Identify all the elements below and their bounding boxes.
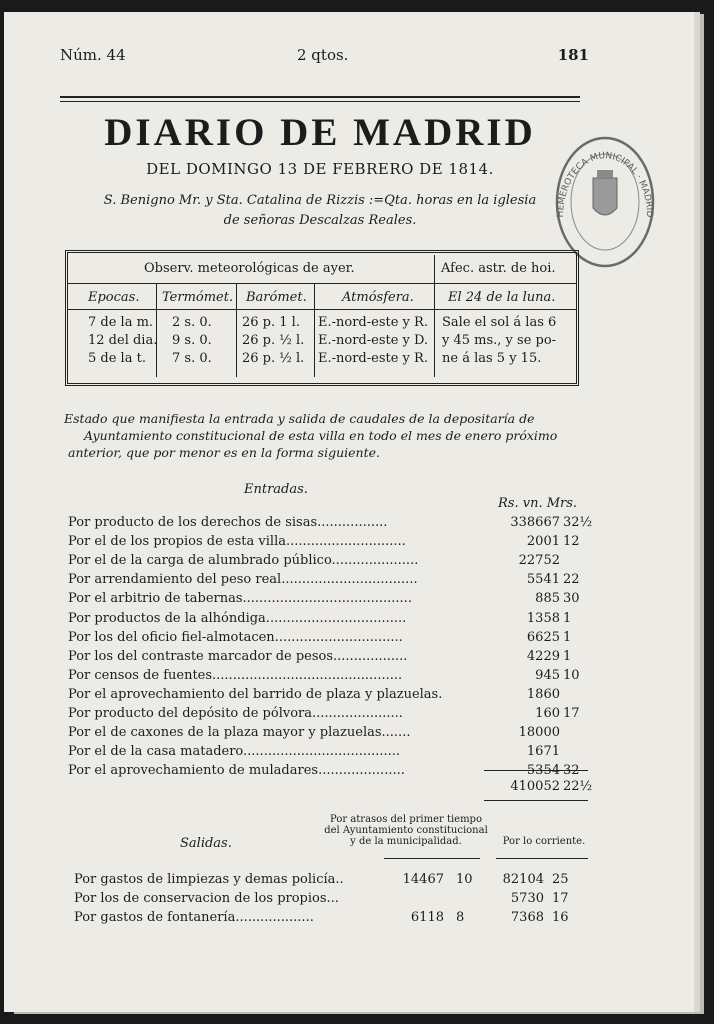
total-rule: [484, 770, 588, 771]
row-label: Por arrendamiento del peso real.................................: [68, 572, 418, 588]
row-atrasos-mrs: 8: [456, 910, 465, 925]
table-row: [68, 668, 588, 687]
row-corriente-mrs: 25: [552, 872, 569, 887]
col-luna: El 24 de la luna.: [448, 290, 556, 305]
row-label: Por censos de fuentes..............................................: [68, 667, 403, 683]
row-corriente-rs: 82104: [502, 872, 544, 887]
row-mrs: 32: [563, 763, 580, 779]
row-label: Por el aprovechamiento del barrido de plaza y plazuelas.: [68, 686, 443, 702]
col-atmosfera: Atmósfera.: [342, 290, 414, 305]
epoca-1: 7 de la m.: [88, 315, 154, 330]
table-row: [68, 611, 588, 630]
row-rs: 18000: [518, 725, 560, 741]
luna-line-2: y 45 ms., y se po-: [442, 333, 557, 348]
entradas-heading: Entradas.: [244, 482, 308, 497]
row-atrasos-rs: 14467: [402, 872, 444, 887]
row-mrs: 30: [563, 591, 580, 607]
atm-3: E.-nord-este y R.: [318, 351, 428, 366]
table-row: [68, 534, 588, 553]
epoca-2: 12 del dia.: [88, 333, 158, 348]
col-corriente: Por lo corriente.: [502, 836, 586, 847]
row-label: Por gastos de fontanería...................: [74, 910, 314, 925]
table-row: [68, 649, 588, 668]
row-mrs: 32½: [563, 515, 593, 530]
row-rs: 4229: [526, 648, 560, 664]
row-label: Por el arbitrio de tabernas.........................................: [68, 591, 412, 607]
row-label: Por los del oficio fiel-almotacen...............................: [68, 629, 403, 645]
row-mrs: 1: [563, 648, 572, 664]
row-mrs: 1: [563, 629, 572, 645]
row-atrasos-rs: 6118: [410, 910, 444, 925]
table-row: [68, 706, 588, 725]
row-rs: 885: [535, 591, 560, 607]
table-row: [68, 687, 588, 706]
row-label: Por gastos de limpiezas y demas policía..: [74, 872, 344, 887]
table-row: [68, 515, 593, 534]
col-atrasos: Por atrasos del primer tiempo del Ayuntamiento constitucional y de la municipalidad.: [324, 814, 488, 847]
row-label: Por los de conservacion de los propios...: [74, 891, 339, 906]
row-rs: 945: [535, 667, 560, 683]
table-row: [68, 744, 588, 763]
saints-line-1: S. Benigno Mr. y Sta. Catalina de Rizzis :=Qta. horas en la iglesia: [103, 193, 537, 208]
table-row: [68, 725, 588, 744]
col-termomet: Termómet.: [162, 290, 234, 305]
salidas-heading: Salidas.: [180, 836, 232, 851]
row-label: Por los del contraste marcador de pesos..................: [68, 648, 408, 664]
issue-price: 2 qtos.: [297, 46, 349, 64]
total-mrs: 22½: [563, 779, 593, 794]
row-rs: 160: [535, 706, 560, 721]
table-row: [68, 553, 588, 572]
col-baromet: Barómet.: [246, 290, 307, 305]
row-mrs: 1: [563, 610, 572, 626]
row-rs: 1671: [526, 744, 560, 760]
masthead-date: DEL DOMINGO 13 DE FEBRERO DE 1814.: [146, 160, 494, 178]
row-label: Por producto de los derechos de sisas.................: [68, 515, 388, 530]
header-rule-thin: [60, 101, 580, 102]
row-rs: 5354: [526, 763, 560, 779]
row-label: Por el de caxones de la plaza mayor y plazuelas.......: [68, 725, 411, 741]
issue-number: Núm. 44: [60, 46, 126, 64]
luna-line-1: Sale el sol á las 6: [442, 315, 557, 330]
row-label: Por producto del depósito de pólvora......................: [68, 706, 403, 721]
total-rule-2: [484, 800, 588, 801]
row-rs: 1358: [526, 610, 560, 626]
row-label: Por el de la casa matadero......................................: [68, 744, 401, 760]
row-rs: 338667: [510, 515, 560, 530]
row-corriente-mrs: 16: [552, 910, 569, 925]
row-label: Por el de los propios de esta villa.............................: [68, 534, 406, 550]
termo-1: 2 s. 0.: [172, 315, 212, 330]
row-mrs: 17: [563, 706, 580, 721]
intro-line-3: anterior, que por menor es en la forma siguiente.: [68, 445, 380, 460]
salidas-rule-1: [384, 858, 480, 859]
row-mrs: 10: [563, 667, 580, 683]
row-rs: 5541: [526, 572, 560, 588]
table-row: [68, 591, 588, 610]
termo-2: 9 s. 0.: [172, 333, 212, 348]
baro-2: 26 p. ½ l.: [242, 333, 305, 348]
intro-line-1: Estado que manifiesta la entrada y salida de caudales de la depositaría de: [64, 411, 535, 426]
epoca-3: 5 de la t.: [88, 351, 146, 366]
masthead-title: DIARIO DE MADRID: [104, 111, 536, 154]
baro-3: 26 p. ½ l.: [242, 351, 305, 366]
header-rule: [60, 96, 580, 98]
saints-line-2: de señoras Descalzas Reales.: [223, 213, 417, 228]
page-number: 181: [557, 46, 589, 64]
row-label: Por el de la carga de alumbrado público.....................: [68, 553, 419, 569]
row-corriente-rs: 7368: [510, 910, 544, 925]
row-label: Por el aprovechamiento de muladares.....................: [68, 763, 405, 779]
luna-line-3: ne á las 5 y 15.: [442, 351, 542, 366]
col-epocas: Epocas.: [88, 290, 140, 305]
stamp-text: HEMEROTECA MUNICIPAL · MADRID: [555, 151, 655, 218]
atm-2: E.-nord-este y D.: [318, 333, 429, 348]
table-row: [68, 630, 588, 649]
table-row: [74, 891, 594, 910]
row-corriente-rs: 5730: [510, 891, 544, 906]
col-rs-mrs: Rs. vn. Mrs.: [498, 496, 578, 511]
termo-3: 7 s. 0.: [172, 351, 212, 366]
intro-line-2: Ayuntamiento constitucional de esta villa en todo el mes de enero próximo: [84, 428, 558, 443]
total-rs: 410052: [510, 779, 560, 794]
row-mrs: 12: [563, 534, 580, 550]
meteo-table: [65, 250, 579, 386]
row-rs: 6625: [526, 629, 560, 645]
entradas-total: [68, 779, 593, 798]
table-row: [74, 910, 594, 929]
row-rs: 1860: [526, 686, 560, 702]
row-mrs: 22: [563, 572, 580, 588]
saints-of-day: [60, 191, 580, 231]
astro-title: Afec. astr. de hoi.: [441, 261, 556, 276]
row-rs: 22752: [518, 553, 560, 569]
intro-paragraph: [64, 410, 588, 461]
table-row: [74, 872, 594, 891]
table-row: [68, 572, 588, 591]
coat-of-arms-icon: [593, 178, 617, 215]
row-label: Por productos de la alhóndiga..................................: [68, 610, 407, 626]
salidas-rule-2: [496, 858, 588, 859]
row-rs: 2001: [526, 534, 560, 550]
meteo-title: Observ. meteorológicas de ayer.: [144, 261, 355, 276]
row-corriente-mrs: 17: [552, 891, 569, 906]
atm-1: E.-nord-este y R.: [318, 315, 428, 330]
baro-1: 26 p. 1 l.: [242, 315, 300, 330]
row-atrasos-mrs: 10: [456, 872, 473, 887]
